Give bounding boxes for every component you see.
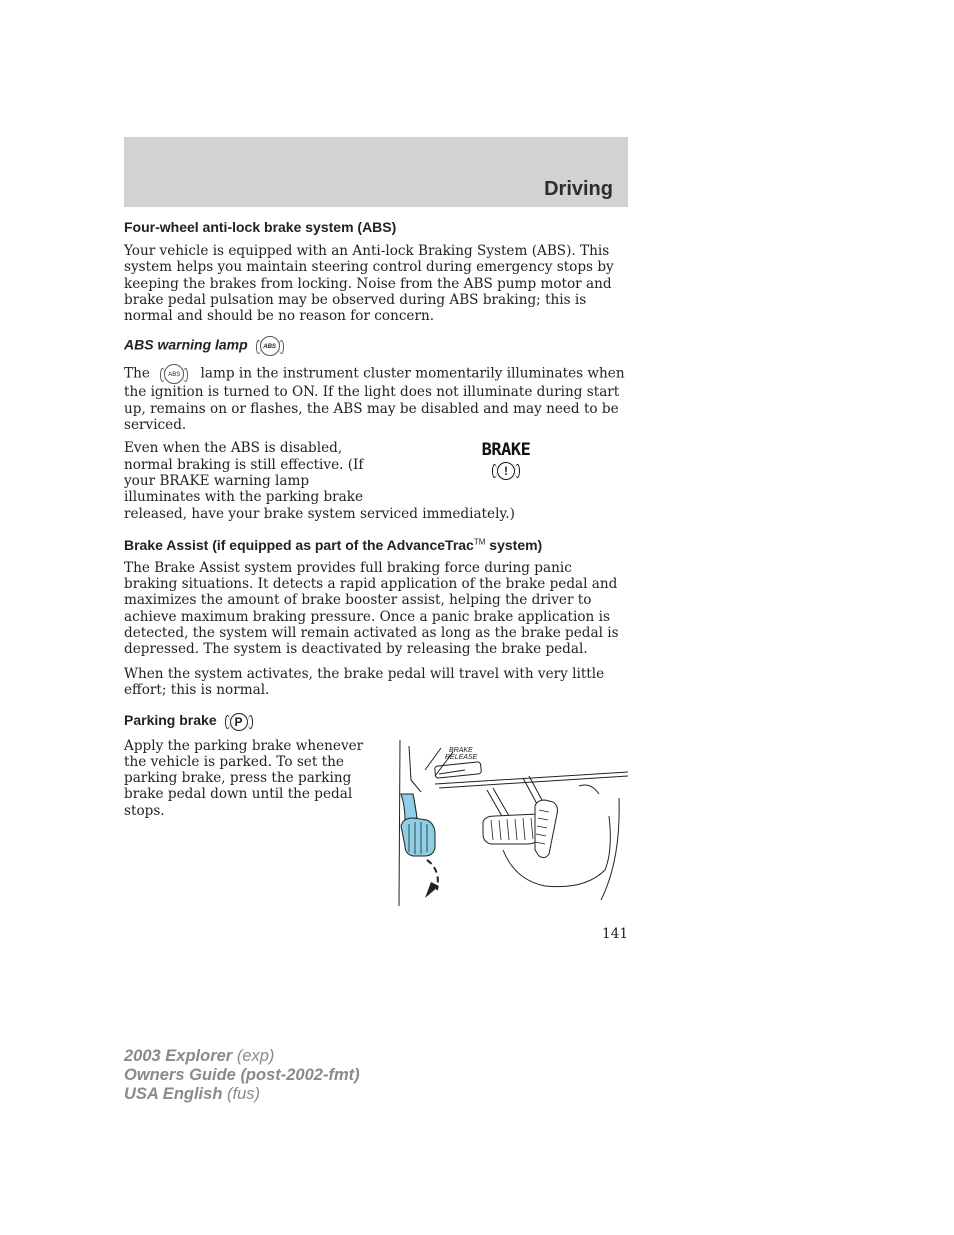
section-title: Driving	[544, 178, 613, 200]
parking-brake-line-1: Apply the parking brake whenever	[124, 737, 364, 754]
parking-brake-line-4: brake pedal down until the pedal	[124, 786, 353, 803]
footer-guide-line	[124, 1066, 360, 1085]
parking-brake-line-2: the vehicle is parked. To set the	[124, 753, 344, 770]
parking-pedal-arm	[401, 794, 417, 820]
parking-brake-illustration	[395, 740, 628, 906]
footer-language: USA English	[124, 1085, 223, 1103]
footer-model-line	[124, 1047, 360, 1066]
brake-lamp-label: BRAKE	[481, 440, 531, 461]
abs-lamp-heading-text: ABS warning lamp	[124, 337, 248, 354]
footer-model: 2003 Explorer	[124, 1047, 233, 1065]
abs-lamp-paragraph	[124, 364, 628, 433]
brake-assist-paragraph-1: The Brake Assist system provides full braking force during panic braking situations. It detects a rapid application of the brake pedal and maximizes the amount of brake booster assist, helping the driver to achieve maximum braking pressure. Once a panic brake application is detected, the system will remain activated as long as the brake pedal is depressed. The system is deactivated by releasing the brake pedal.	[124, 559, 619, 658]
brake-warning-icon: !	[497, 462, 515, 480]
abs-lamp-p1-start: The	[124, 365, 150, 382]
brake-warning-lamp	[476, 440, 536, 480]
abs-paragraph: Your vehicle is equipped with an Anti-lock Braking System (ABS). This system helps you maintain steering control during emergency stops by keeping the brakes from locking. Noise from the ABS pump motor and brake pedal pulsation may be observed during ABS braking; this is normal and should be no reason for concern.	[124, 243, 614, 325]
page-content	[124, 219, 628, 819]
brake-lamp-line-2: normal braking is still effective. (If	[124, 456, 364, 473]
parking-brake-line-5: stops.	[124, 802, 165, 819]
console-curve-small	[579, 785, 599, 794]
dash-left-edge	[399, 740, 400, 906]
accelerator-arm	[523, 776, 543, 804]
brake-release-label-1: BRAKE	[449, 747, 473, 754]
parking-brake-pedal	[401, 818, 435, 856]
parking-brake-heading-text: Parking brake	[124, 712, 217, 729]
brake-lamp-line-3: your BRAKE warning lamp	[124, 472, 310, 489]
brake-lamp-block	[124, 440, 628, 521]
footer-language-code: (fus)	[227, 1085, 260, 1103]
brake-lamp-line-4: illuminates with the parking brake	[124, 489, 364, 506]
press-down-arrow-head	[425, 882, 439, 898]
accelerator-pedal	[535, 800, 558, 858]
brake-assist-heading-start: Brake Assist (if equipped as part of the AdvanceTrac	[124, 536, 474, 553]
brake-lamp-paragraph	[124, 440, 628, 521]
release-handle	[434, 762, 481, 779]
brake-lamp-line-1: Even when the ABS is disabled,	[124, 440, 343, 457]
abs-heading: Four-wheel anti-lock brake system (ABS)	[124, 219, 397, 235]
brake-lamp-line-5: released, have your brake system serviced immediately.)	[124, 505, 515, 522]
trademark-mark: TM	[473, 537, 486, 547]
release-handle-shadow	[439, 770, 465, 774]
abs-inline-icon: ABS	[164, 364, 184, 384]
brake-assist-heading	[124, 537, 628, 553]
dash-panel-edge	[409, 746, 421, 792]
parking-brake-icon: P	[230, 713, 248, 731]
header-band	[124, 137, 628, 207]
parking-brake-line-3: parking brake, press the parking	[124, 770, 352, 787]
brake-release-label-2: RELEASE	[445, 754, 478, 761]
parking-brake-heading	[124, 712, 628, 730]
page-number: 141	[602, 926, 628, 942]
document-footer	[124, 1047, 360, 1104]
brake-pedal-arm	[487, 788, 509, 818]
abs-lamp-p1-rest: lamp in the instrument cluster momentarily illuminates when the ignition is turned to ON. If the light does not illuminate during start up, remains on or flashes, the ABS may be disabled and may need to be serviced.	[124, 365, 625, 434]
abs-warning-icon: ABS	[260, 336, 280, 356]
abs-lamp-heading	[124, 336, 628, 356]
brake-assist-paragraph-2: When the system activates, the brake pedal will travel with very little effort; this is normal.	[124, 665, 605, 698]
footer-guide: Owners Guide (post-2002-fmt)	[124, 1066, 360, 1084]
footer-language-line	[124, 1085, 360, 1104]
brake-assist-heading-end: system)	[485, 536, 543, 553]
footer-model-code: (exp)	[236, 1047, 275, 1065]
